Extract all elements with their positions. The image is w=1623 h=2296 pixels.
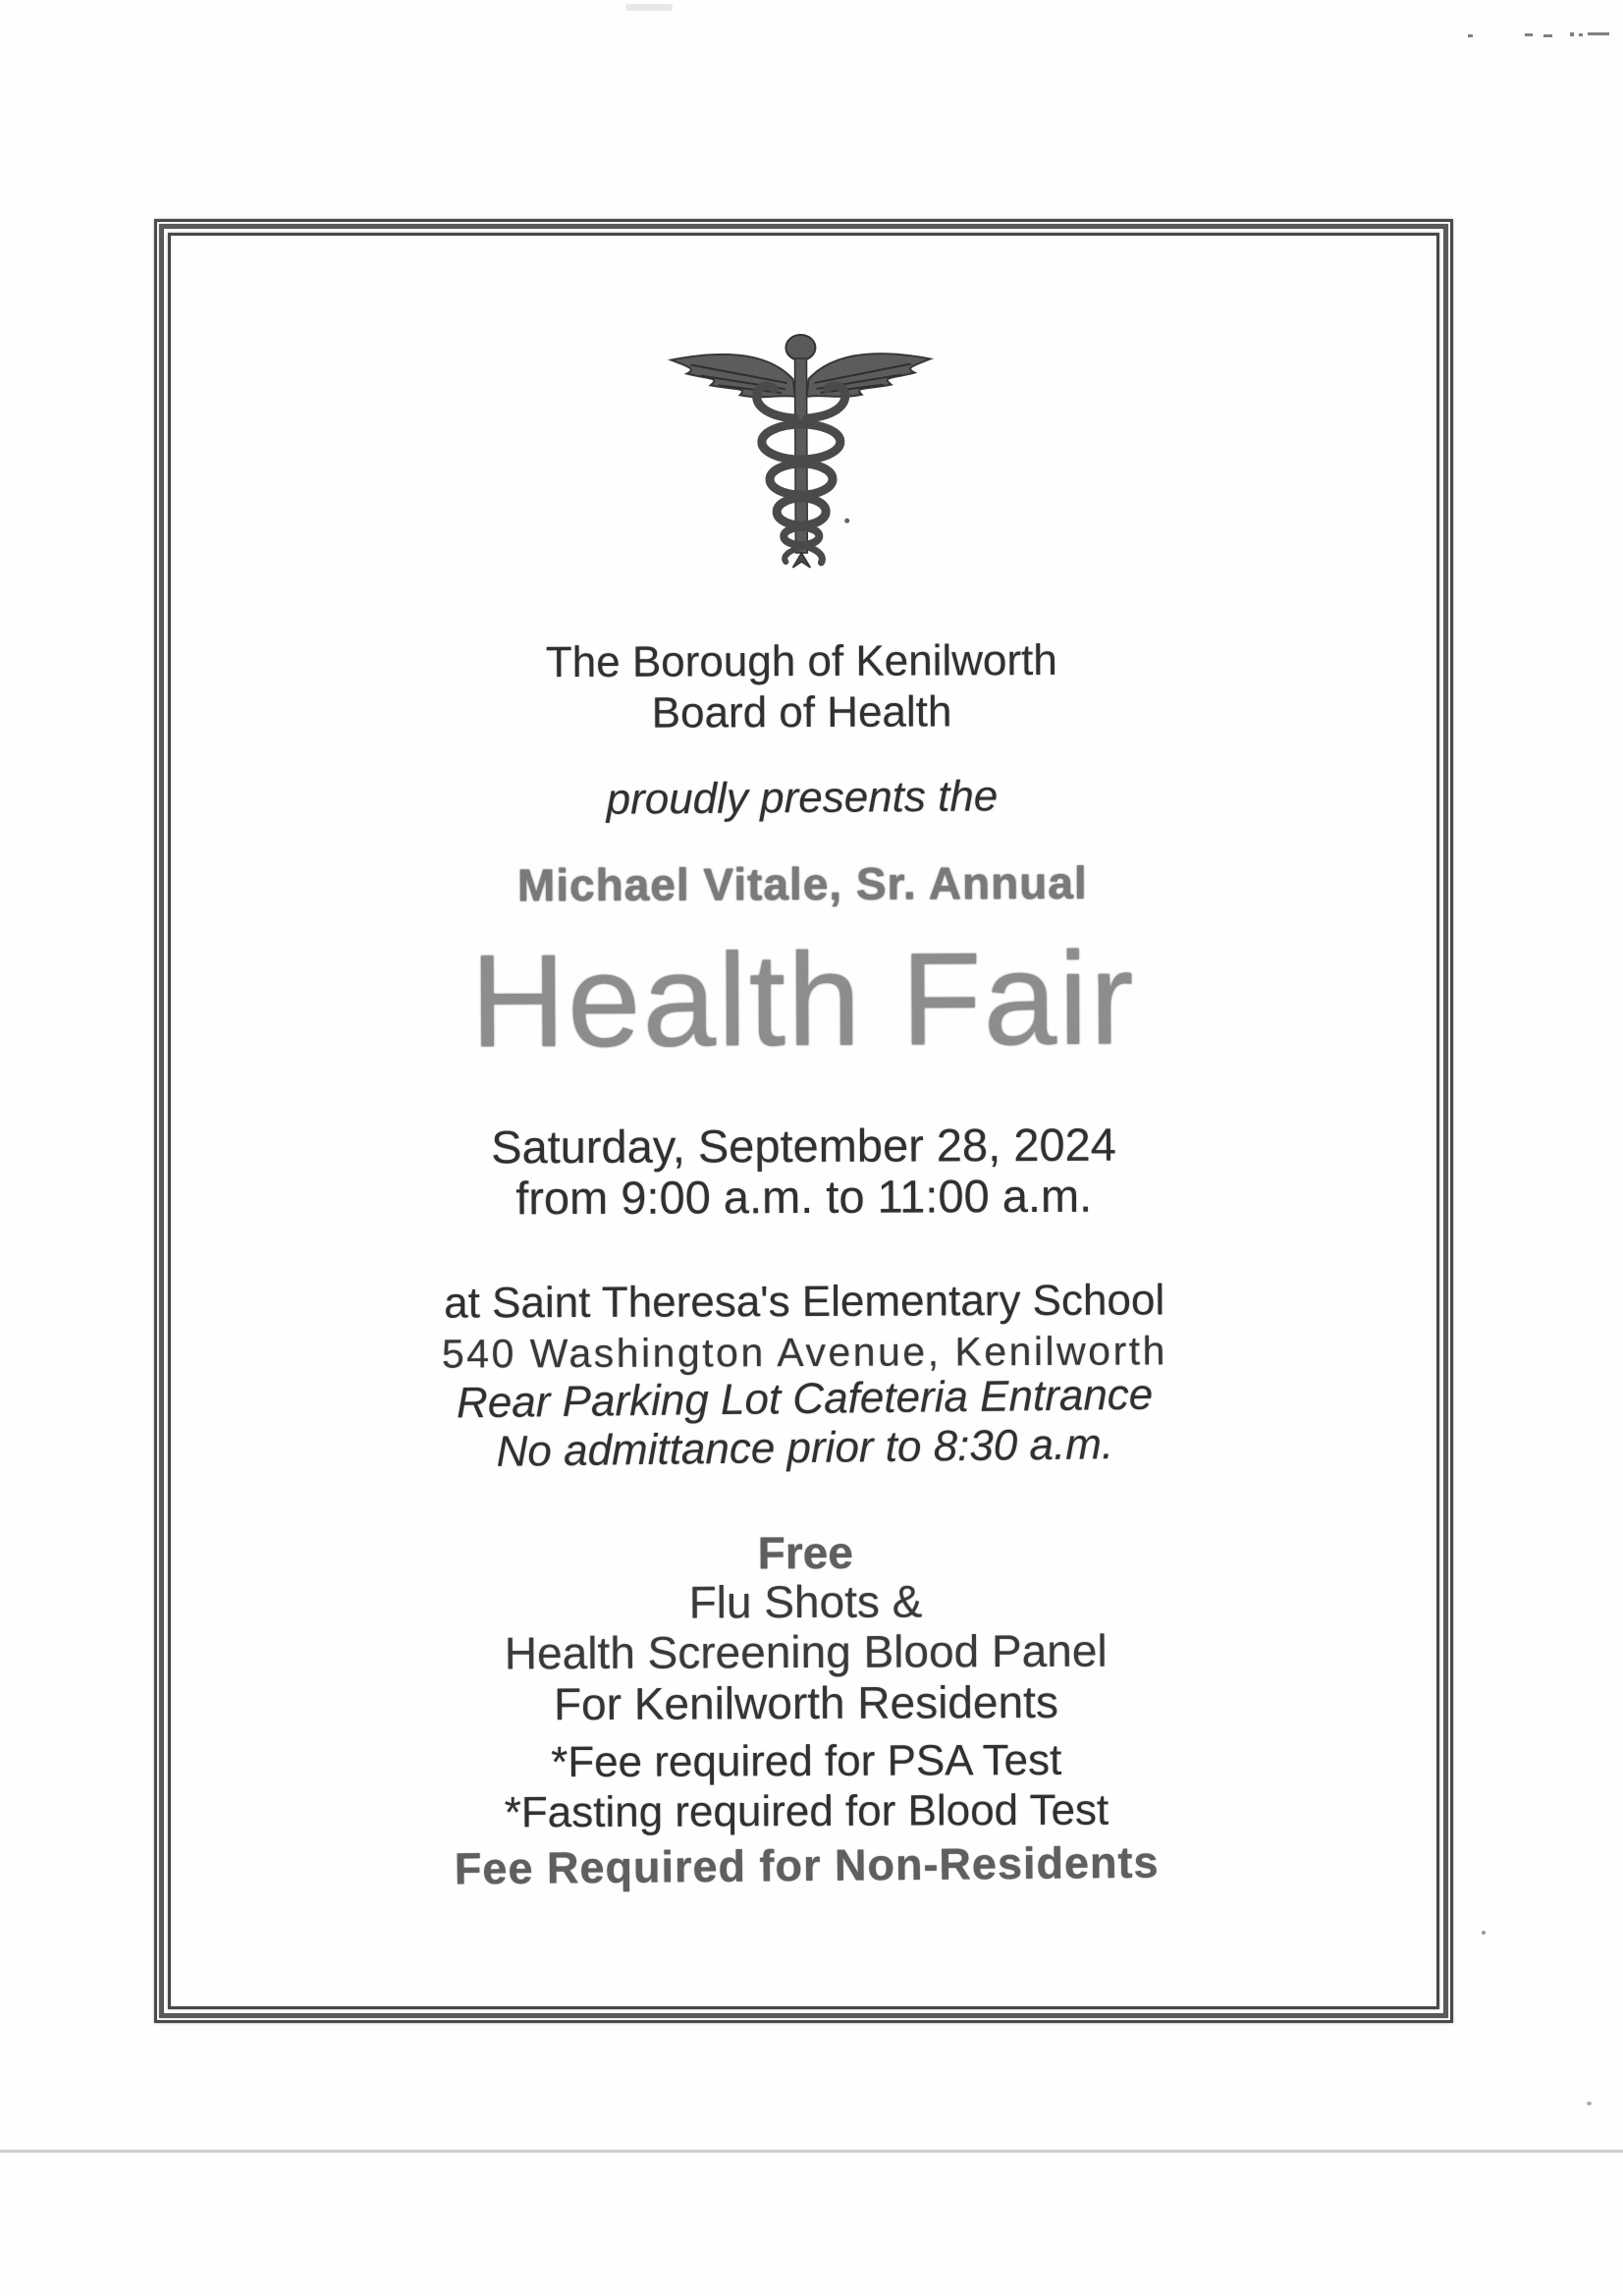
location-name: at Saint Theresa's Elementary School [444,1276,1165,1328]
location-address: 540 Washington Avenue, Kenilworth [441,1328,1167,1377]
fee-note-psa: *Fee required for PSA Test [551,1735,1062,1787]
org-name-line2: Board of Health [651,687,952,738]
scan-speck [1543,34,1552,37]
offer-line-residents: For Kenilworth Residents [553,1675,1059,1730]
scan-speck [1482,1931,1486,1935]
scan-speck [844,519,849,523]
scan-speck [1588,32,1609,35]
location-note-entrance: Rear Parking Lot Cafeteria Entrance [456,1370,1154,1428]
scan-speck [1525,33,1533,36]
location-note-admittance: No admittance prior to 8:30 a.m. [496,1420,1114,1476]
fee-note-non-residents: Fee Required for Non-Residents [454,1836,1160,1894]
scan-speck [1579,33,1583,36]
flyer-content [149,0,1458,2296]
caduceus-icon [661,331,941,577]
offer-line-flu-shots: Flu Shots & [688,1575,923,1628]
org-name-line1: The Borough of Kenilworth [545,635,1057,687]
offer-line-blood-panel: Health Screening Blood Panel [504,1624,1108,1679]
fee-note-fasting: *Fasting required for Blood Test [504,1785,1109,1837]
scan-speck [1587,2102,1592,2105]
event-title: Health Fair [469,925,1136,1075]
event-time: from 9:00 a.m. to 11:00 a.m. [515,1169,1093,1225]
presents-line: proudly presents the [606,772,999,824]
event-date: Saturday, September 28, 2024 [491,1118,1116,1174]
offer-heading: Free [757,1526,853,1579]
event-name-prefix: Michael Vitale, Sr. Annual [516,856,1088,911]
scan-speck [1570,32,1574,36]
scan-speck [1468,34,1473,37]
